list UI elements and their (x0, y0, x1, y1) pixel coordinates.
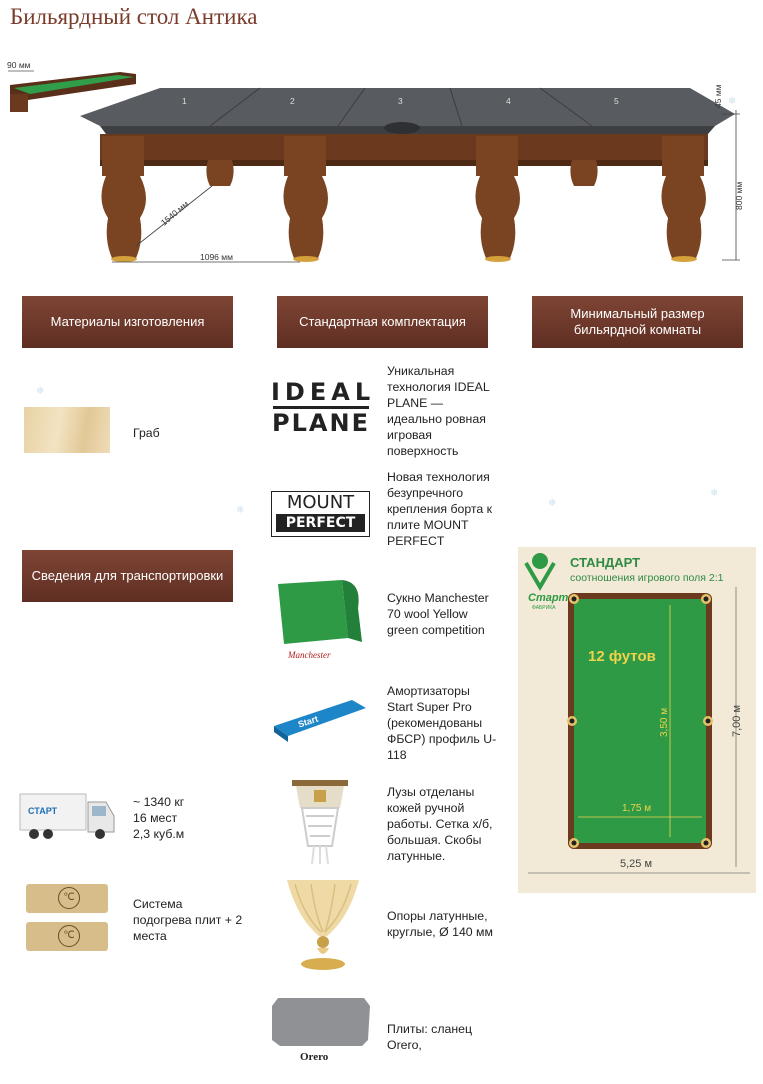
materials-header: Материалы изготовления (22, 296, 233, 348)
wood-swatch (24, 407, 110, 453)
kit-cloth-text: Сукно Manchester 70 wool Yellow green competition (387, 591, 489, 637)
svg-text:Manchester: Manchester (288, 650, 331, 660)
inner-width-label: 1,75 м (622, 803, 652, 814)
brand-name: Старт (528, 592, 569, 604)
svg-text:Orero: Orero (300, 1051, 329, 1063)
slab-number-3: 3 (398, 96, 403, 106)
table-illustration (0, 50, 763, 275)
wood-label: Граб (133, 426, 160, 440)
slab-number-2: 2 (290, 96, 295, 106)
height-top-label: 45 мм (713, 84, 723, 108)
room-diagram (518, 547, 756, 893)
depth-label: 1540 мм (158, 198, 191, 228)
min-room-header: Минимальный размер бильярдной комнаты (532, 296, 743, 348)
standard-kit-header: Стандартная комплектация (277, 296, 488, 348)
brand-sub: ФАБРИКА (532, 605, 556, 611)
room-subheading: соотношения игрового поля 2:1 (570, 572, 724, 584)
inner-length-label: 3,50 м (659, 707, 670, 737)
snowflake-icon: ❄ (710, 488, 719, 499)
svg-text:СТАРТ: СТАРТ (28, 806, 58, 816)
room-length-label: 7,00 м (731, 704, 743, 737)
kit-leg-text: Опоры латунные, круглые, Ø 140 мм (387, 909, 493, 939)
transport-weight: ~ 1340 кг (133, 795, 185, 809)
kit-ideal-plane-text: Уникальная технология IDEAL PLANE — идеально ровная игровая поверхность (387, 364, 490, 458)
snowflake-icon: ❄ (728, 96, 737, 107)
truck-icon (18, 788, 118, 844)
room-width-label: 5,25 м (620, 858, 653, 870)
heating-icon: ℃ ℃ (26, 884, 108, 952)
snowflake-icon: ❄ (236, 505, 245, 516)
leg-span-label: 1096 мм (200, 252, 233, 262)
transport-places: 16 мест (133, 811, 178, 825)
kit-slate-text: Плиты: сланец Orero, (387, 1022, 473, 1052)
slab-number-4: 4 (506, 96, 511, 106)
transport-volume: 2,3 куб.м (133, 827, 185, 841)
mount-perfect-logo: MOUNT PERFECT (271, 491, 370, 537)
snowflake-icon: ❄ (548, 498, 557, 509)
pocket-icon (288, 776, 352, 868)
rail-width-label: 90 мм (7, 60, 31, 70)
kit-cushion-text: Амортизаторы Start Super Pro (рекомендованы ФБСР) профиль U-118 (387, 684, 497, 762)
snowflake-icon: ❄ (36, 386, 45, 397)
transport-heating: Система подогрева плит + 2 места (133, 897, 243, 943)
page-title: Бильярдный стол Антика (10, 4, 258, 29)
cushion-icon (270, 694, 370, 744)
kit-pocket-text: Лузы отделаны кожей ручной работы. Сетка х/б, большая. Скобы латунные. (387, 785, 493, 863)
table-size-label: 12 футов (588, 648, 656, 665)
svg-text:Start: Start (296, 713, 320, 730)
kit-mount-perfect-text: Новая технология безупречного крепления борта к плите MOUNT PERFECT (387, 470, 493, 548)
slab-number-1: 1 (182, 96, 187, 106)
slate-icon (270, 996, 372, 1064)
ideal-plane-logo: IDEAL PLANE (271, 378, 376, 437)
cloth-icon (272, 578, 368, 664)
height-label: 800 мм (734, 181, 744, 210)
leg-icon (283, 878, 363, 972)
transport-header: Сведения для транспортировки (22, 550, 233, 602)
slab-number-5: 5 (614, 96, 619, 106)
room-heading: СТАНДАРТ (570, 555, 641, 570)
